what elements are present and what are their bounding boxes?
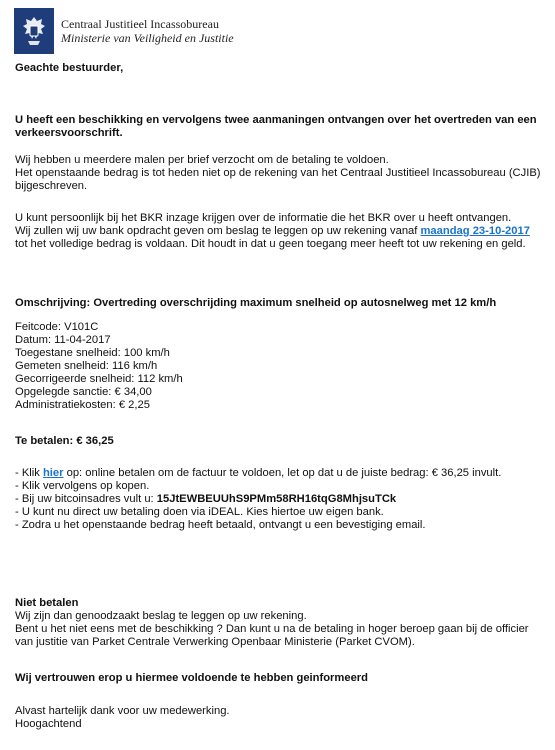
detail-measured-speed: Gemeten snelheid: 116 km/h xyxy=(15,360,158,372)
bitcoin-address: 15JtEWBEUUhS9PMm58RH16tqG8MhjsuTCk xyxy=(156,493,397,505)
instruction-post: op: online betalen om de factuur te voldoen, let op dat u de juiste bedrag: € 36,25 invult. xyxy=(63,467,502,479)
instruction-click-here xyxy=(15,467,543,480)
greeting: Geachte bestuurder, xyxy=(15,62,124,74)
dutch-coat-of-arms-icon xyxy=(18,14,50,48)
bkr-info-line: U kunt persoonlijk bij het BKR inzage krijgen over de informatie die het BKR over u heeft ontvangen. xyxy=(15,212,512,224)
instruction-confirmation: - Zodra u het openstaande bedrag heeft betaald, ontvangt u een bevestiging email. xyxy=(15,519,426,531)
detail-feitcode: Feitcode: V101C xyxy=(15,321,99,333)
ministry-name: Ministerie van Veiligheid en Justitie xyxy=(61,31,234,45)
detail-admin-costs: Administratiekosten: € 2,25 xyxy=(15,399,150,411)
instruction-buy: - Klik vervolgens op kopen. xyxy=(15,480,150,492)
organization-title: Centraal Justitieel Incassobureau xyxy=(61,17,219,31)
detail-sanction: Opgelegde sanctie: € 34,00 xyxy=(15,386,152,398)
not-paying-line1: Wij zijn dan genoodzaakt beslag te leggen op uw rekening. xyxy=(15,610,307,622)
closing-salutation: Hoogachtend xyxy=(15,718,82,730)
not-paying-line2: Bent u het niet eens met de beschikking ? Dan kunt u na de betaling in hoger beroep gaan bij de officier van justitie van Parket Centrale Verwerking Openbaar Ministerie (Parket CVOM). xyxy=(15,623,529,648)
intro-statement: U heeft een beschikking en vervolgens twee aanmaningen ontvangen over het overtreden van een verkeersvoorschrift. xyxy=(15,114,537,139)
logo xyxy=(14,8,54,54)
violation-details xyxy=(15,321,543,412)
violation-description: Omschrijving: Overtreding overschrijding maximum snelheid op autosnelweg met 12 km/h xyxy=(15,297,497,309)
not-paying-title: Niet betalen xyxy=(15,597,79,609)
payment-instructions xyxy=(15,467,543,532)
reminder-line: Wij hebben u meerdere malen per brief verzocht om de betaling te voldoen. xyxy=(15,154,389,166)
detail-datum: Datum: 11-04-2017 xyxy=(15,334,111,346)
seizure-text-post: tot het volledige bedrag is voldaan. Dit houdt in dat u geen toegang meer heeft tot uw rekening en geld. xyxy=(15,238,526,250)
organization-name xyxy=(61,17,234,45)
not-paying-section xyxy=(15,597,543,649)
payment-reminder-paragraph xyxy=(15,154,543,193)
letter-header xyxy=(14,8,314,54)
detail-corrected-speed: Gecorrigeerde snelheid: 112 km/h xyxy=(15,373,183,385)
closing-thanks: Alvast hartelijk dank voor uw medewerking. xyxy=(15,705,230,717)
instruction-ideal: - U kunt nu direct uw betaling doen via iDEAL. Kies hiertoe uw eigen bank. xyxy=(15,506,384,518)
closing xyxy=(15,705,543,731)
instruction-pre: - Klik xyxy=(15,467,43,479)
total-due: Te betalen: € 36,25 xyxy=(15,435,114,447)
bank-seizure-paragraph xyxy=(15,212,543,251)
instruction-bitcoin xyxy=(15,493,543,506)
seizure-line xyxy=(15,225,543,251)
seizure-text-pre: Wij zullen wij uw bank opdracht geven om beslag te leggen op uw rekening vanaf xyxy=(15,225,421,237)
trust-statement: Wij vertrouwen erop u hiermee voldoende te hebben geinformeerd xyxy=(15,672,368,684)
pay-here-link[interactable]: hier xyxy=(42,467,64,479)
bitcoin-label: - Bij uw bitcoinsadres vult u: xyxy=(15,493,157,505)
detail-allowed-speed: Toegestane snelheid: 100 km/h xyxy=(15,347,170,359)
deadline-link[interactable]: maandag 23-10-2017 xyxy=(420,225,530,237)
outstanding-amount-line: Het openstaande bedrag is tot heden niet op de rekening van het Centraal Justitieel Incassobureau (CJIB) bijgeschreven. xyxy=(15,167,541,192)
